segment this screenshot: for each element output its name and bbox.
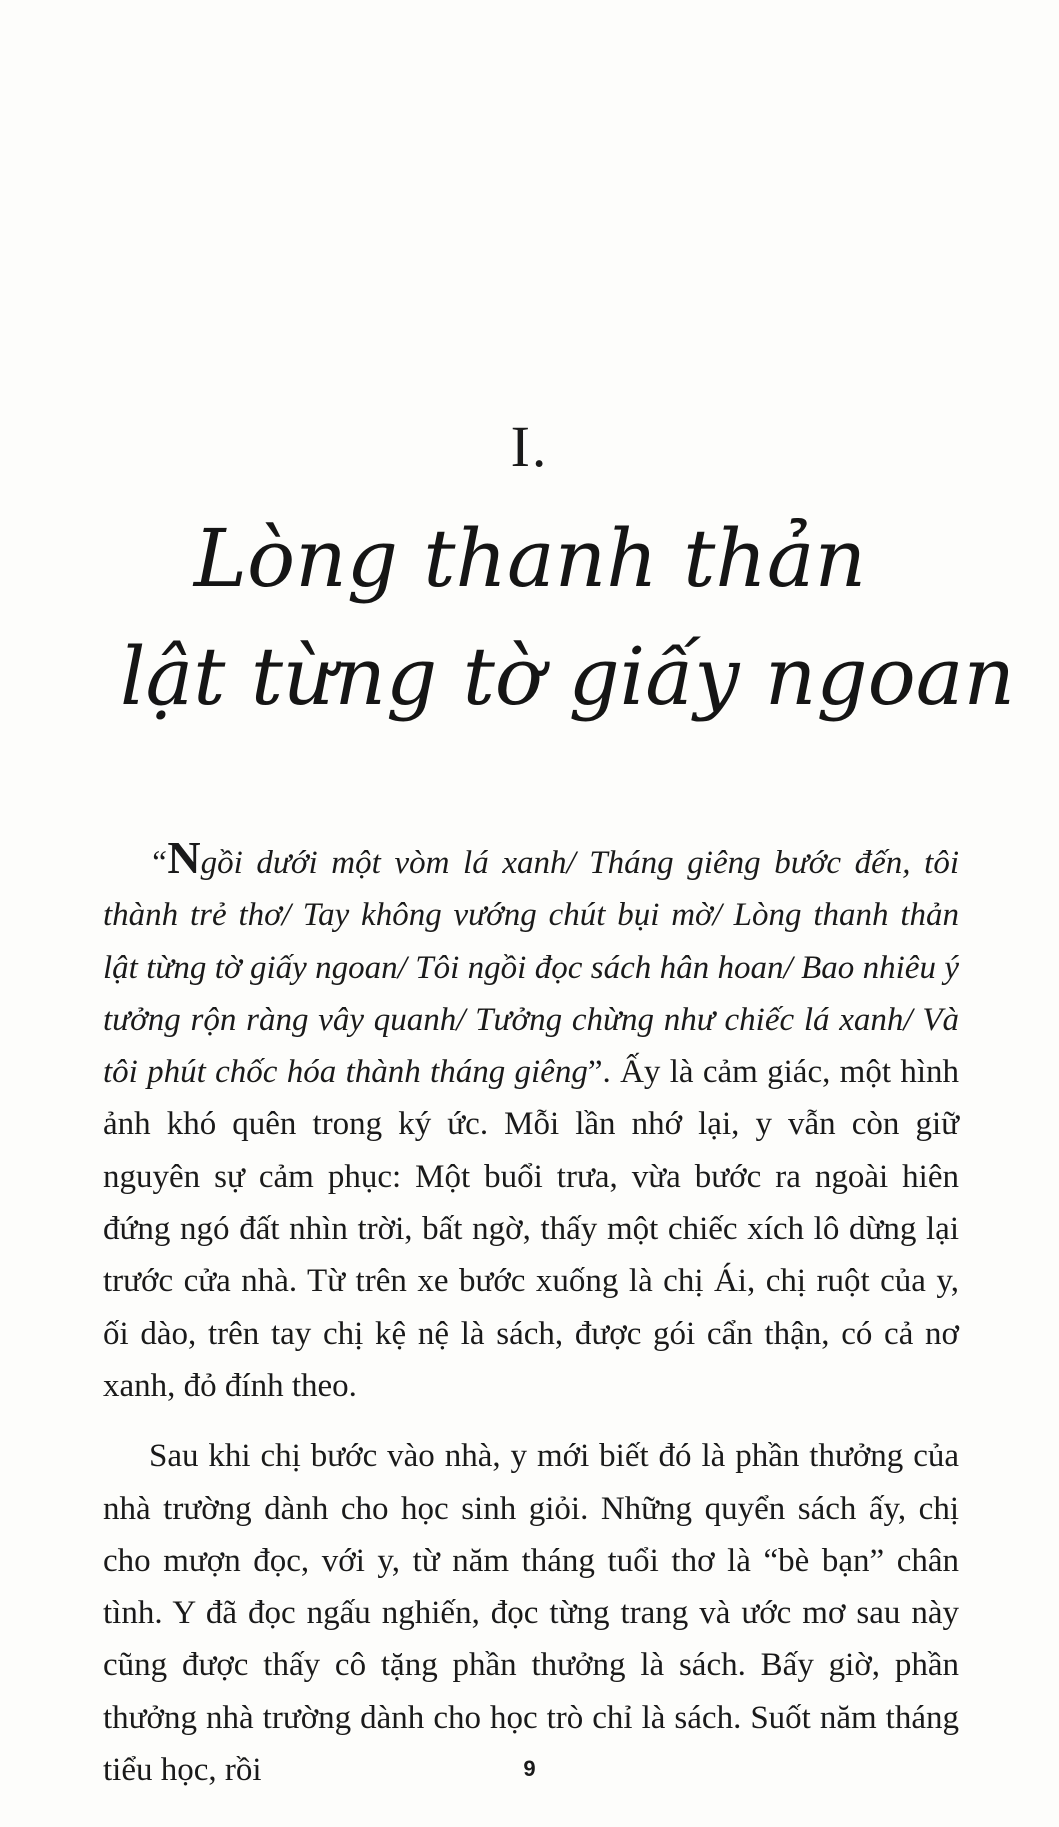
paragraph-2: Sau khi chị bước vào nhà, y mới biết đó là phần thưởng của nhà trường dành cho học sinh giỏi. Những quyển sách ấy, chị cho mượn đọc, với y, từ năm tháng tuổi thơ là “bè bạn” chân tình. Y đã đọc ngấu nghiến, đọc từng trang và ước mơ sau này cũng được thấy cô tặng phần thưởng là sách. Bấy giờ, phần thưởng nhà trường dành cho học trò chỉ là sách. Suốt năm tháng tiểu học, rồi [103,1438,959,1789]
paragraph-1-text: ”. Ấy là cảm giác, một hình ảnh khó quên trong ký ức. Mỗi lần nhớ lại, y vẫn còn giữ nguyên sự cảm phục: Một buổi trưa, vừa bước ra ngoài hiên đứng ngó đất nhìn trời, bất ngờ, thấy một chiếc xích lô dừng lại trước cửa nhà. Từ trên xe bước xuống là chị Ái, chị ruột của y, ối dào, trên tay chị kệ nệ là sách, được gói cẩn thận, có cả nơ xanh, đỏ đính theo. [103,1054,959,1404]
page-number: 9 [523,1756,536,1781]
chapter-title-line-2: lật từng tờ giấy ngoan [120,630,1015,723]
paragraph-1 [103,832,959,1412]
poem-quote: gồi dưới một vòm lá xanh/ Tháng giêng bước đến, tôi thành trẻ thơ/ Tay không vướng chút bụi mờ/ Lòng thanh thản lật từng tờ giấy ngoan/ Tôi ngồi đọc sách hân hoan/ Bao nhiêu ý tưởng rộn ràng vây quanh/ Tưởng chừng như chiếc lá xanh/ Và tôi phút chốc hóa thành tháng giêng [103,845,959,1091]
chapter-title-line-1: Lòng thanh thản [193,512,867,605]
body-text [103,832,959,1796]
chapter-number: I. [510,414,549,479]
chapter-title [120,500,1015,736]
open-quote: “ [149,845,168,881]
drop-cap: N [167,832,201,883]
